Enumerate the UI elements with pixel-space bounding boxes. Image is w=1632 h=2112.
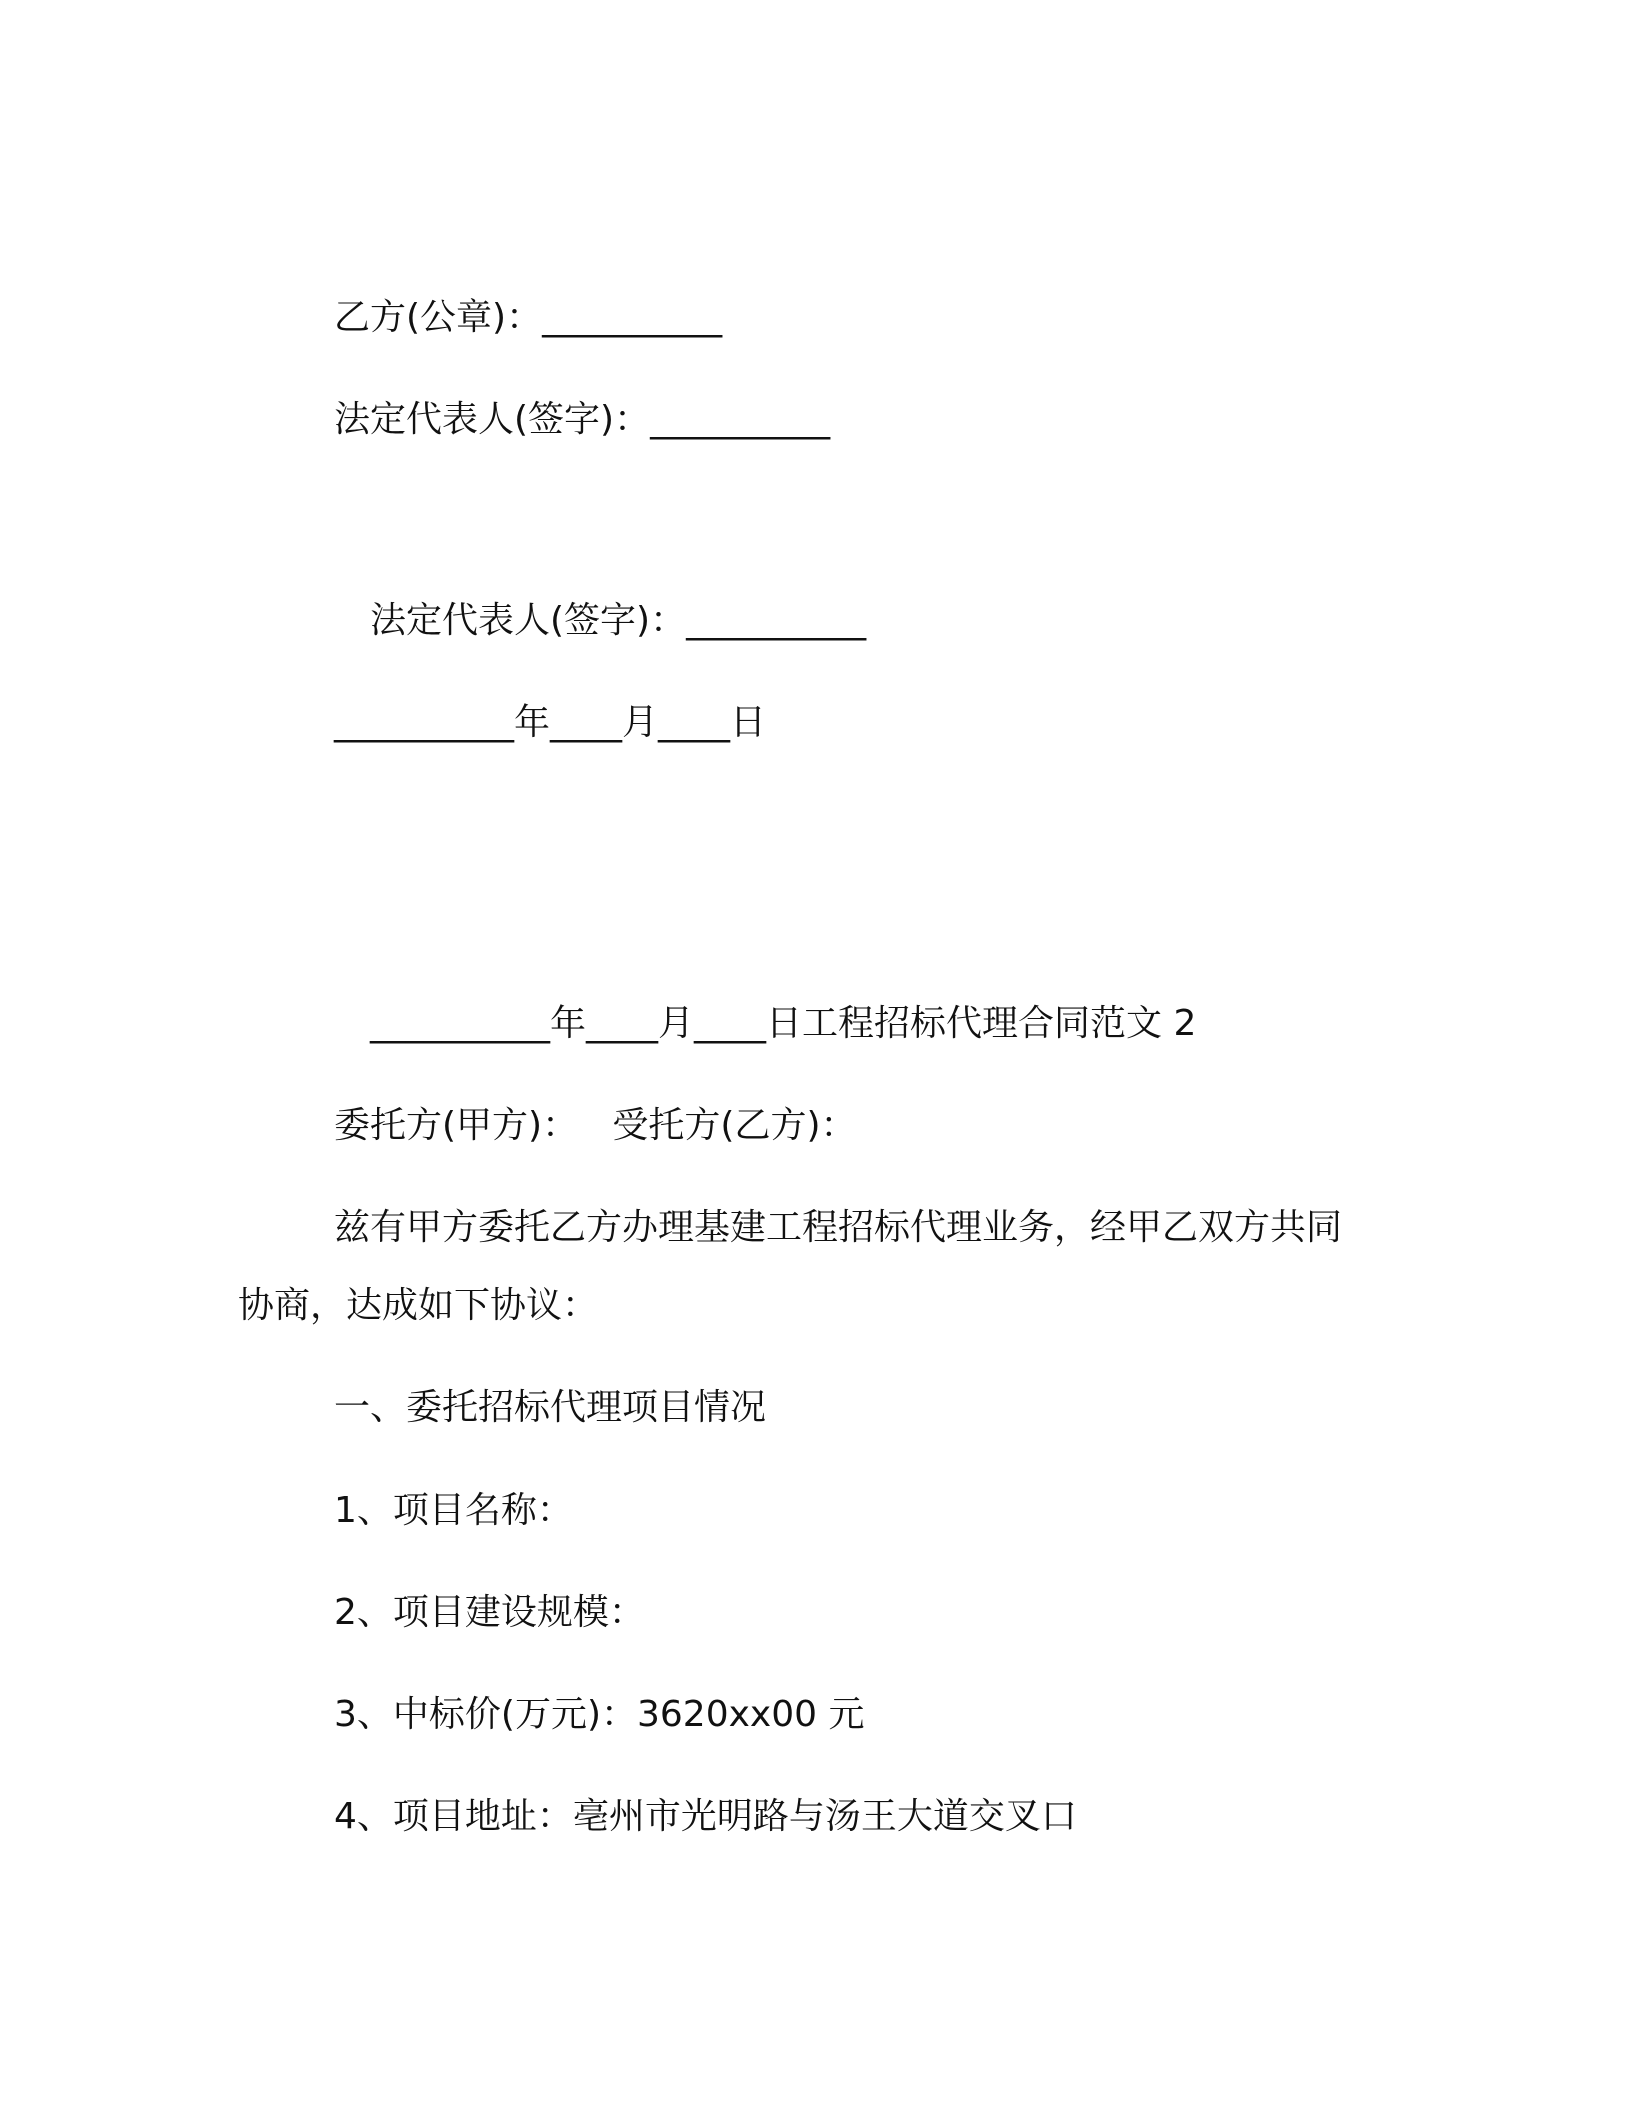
party-b-seal-line: 乙方(公章)：__________ (334, 297, 723, 338)
intro-paragraph-line-1: 兹有甲方委托乙方办理基建工程招标代理业务，经甲乙双方共同 (334, 1207, 1343, 1248)
party-a-representative-line: 法定代表人(签字)：__________ (370, 600, 867, 641)
section-1-title: 一、委托招标代理项目情况 (334, 1387, 767, 1428)
signature-date-line: __________年____月____日 (334, 702, 766, 743)
item-3-winning-bid-price: 3、中标价(万元)：3620xx00 元 (334, 1694, 865, 1735)
intro-paragraph-line-2: 协商，达成如下协议： (238, 1285, 599, 1326)
parties-line: 委托方(甲方)： 受托方(乙方)： (334, 1105, 857, 1146)
item-4-project-address: 4、项目地址：亳州市光明路与汤王大道交叉口 (334, 1796, 1077, 1837)
item-1-project-name: 1、项目名称： (334, 1490, 573, 1531)
item-2-project-scale: 2、项目建设规模： (334, 1592, 645, 1633)
party-b-representative-line: 法定代表人(签字)：__________ (334, 399, 831, 440)
contract-heading: __________年____月____日工程招标代理合同范文 2 (370, 1003, 1197, 1044)
